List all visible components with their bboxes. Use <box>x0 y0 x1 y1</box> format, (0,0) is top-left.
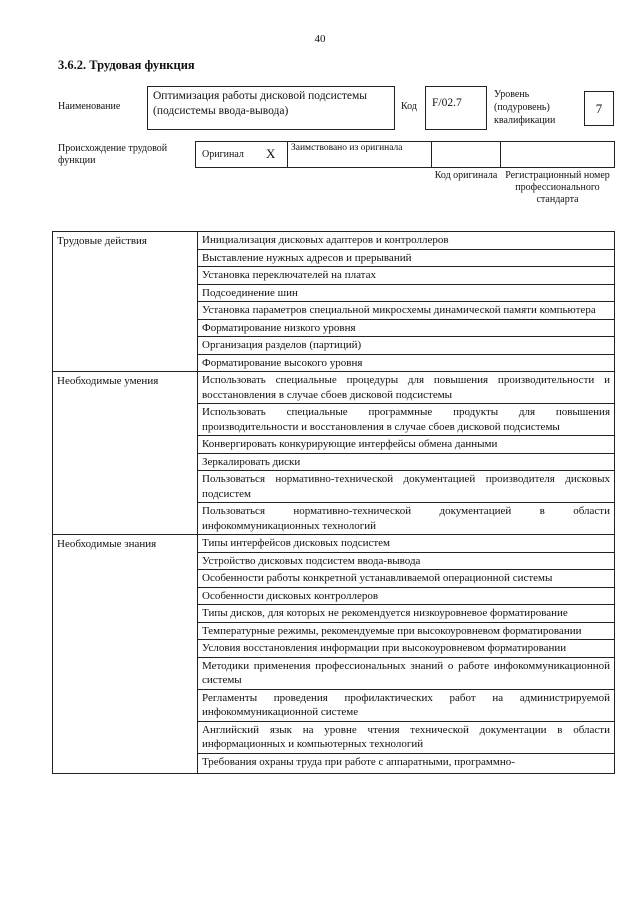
table-row: Подсоединение шин <box>198 284 614 302</box>
table-row: Особенности работы конкретной устанавливаемой операционной системы <box>198 569 614 587</box>
code-box: F/02.7 <box>425 86 487 130</box>
code-label: Код <box>401 101 417 112</box>
table-row: Организация разделов (партиций) <box>198 336 614 354</box>
level-label-line-2: (подуровень) <box>494 102 550 113</box>
group-items <box>198 372 614 534</box>
table-row: Выставление нужных адресов и прерываний <box>198 249 614 267</box>
group-required-skills <box>53 371 614 534</box>
level-label-line-3: квалификации <box>494 115 556 126</box>
name-label: Наименование <box>58 101 121 112</box>
table-row: Пользоваться нормативно-технической документацией в области инфокоммуникационных технологий <box>198 502 614 534</box>
origin-original-cell <box>195 141 288 168</box>
level-label-line-1: Уровень <box>494 89 530 100</box>
group-label: Необходимые знания <box>53 535 198 773</box>
table-row: Использовать специальные процедуры для повышения производительности и восстановления в случае сбоев дисковой подсистемы <box>202 374 610 401</box>
table-row: Зеркалировать диски <box>198 453 614 471</box>
origin-code-cell <box>431 141 501 168</box>
table-row: Форматирование высокого уровня <box>198 354 614 372</box>
function-name-box: Оптимизация работы дисковой подсистемы (подсистемы ввода-вывода) <box>147 86 395 130</box>
origin-reg-cell <box>500 141 615 168</box>
table-row: Установка переключателей на платах <box>198 266 614 284</box>
level-box: 7 <box>584 91 614 126</box>
group-items <box>198 535 614 773</box>
section-title: 3.6.2. Трудовая функция <box>58 58 195 72</box>
table-row: Устройство дисковых подсистем ввода-вывода <box>198 552 614 570</box>
origin-label: Происхождение трудовой функции <box>58 143 168 166</box>
table-row: Установка параметров специальной микросхемы динамической памяти компьютера <box>198 301 614 319</box>
table-row: Использовать специальные программные продукты для повышения производительности и восстановления в случае сбоев дисковой подсистемы <box>198 403 614 435</box>
table-row: Особенности дисковых контроллеров <box>198 587 614 605</box>
group-label: Необходимые умения <box>53 372 198 534</box>
group-label: Трудовые действия <box>53 232 198 371</box>
table-row: Конвергировать конкурирующие интерфейсы обмена данными <box>198 435 614 453</box>
table-row: Условия восстановления информации при высокоуровневом форматировании <box>198 639 614 657</box>
level-label <box>494 88 555 127</box>
table-row: Температурные режимы, рекомендуемые при высокоуровневом форматировании <box>198 622 614 640</box>
borrowed-label: Заимствовано из оригинала <box>287 141 432 168</box>
table-row: Регламенты проведения профилактических работ на администрируемой инфокоммуникационной системе <box>198 689 614 721</box>
page-number: 40 <box>314 33 326 45</box>
table-row: Типы дисков, для которых не рекомендуется низкоуровневое форматирование <box>198 604 614 622</box>
table-row: Типы интерфейсов дисковых подсистем <box>202 537 390 549</box>
table-row: Английский язык на уровне чтения технической документации в области информационных и компьютерных технологий <box>198 721 614 753</box>
original-mark: X <box>266 146 276 161</box>
group-labor-actions <box>53 232 614 371</box>
table-row: Методики применения профессиональных знаний о работе инфокоммуникационной системы <box>198 657 614 689</box>
code-original-caption: Код оригинала <box>434 170 498 181</box>
table-row: Инициализация дисковых адаптеров и контроллеров <box>202 234 449 246</box>
group-required-knowledge <box>53 534 614 773</box>
table-row: Требования охраны труда при работе с аппаратными, программно- <box>198 753 614 773</box>
table-row: Форматирование низкого уровня <box>198 319 614 337</box>
reg-number-caption: Регистрационный номер профессионального стандарта <box>505 170 610 205</box>
table-row: Пользоваться нормативно-технической документацией производителя дисковых подсистем <box>198 470 614 502</box>
group-items <box>198 232 614 371</box>
original-label: Оригинал <box>202 149 244 160</box>
function-table <box>52 231 615 774</box>
